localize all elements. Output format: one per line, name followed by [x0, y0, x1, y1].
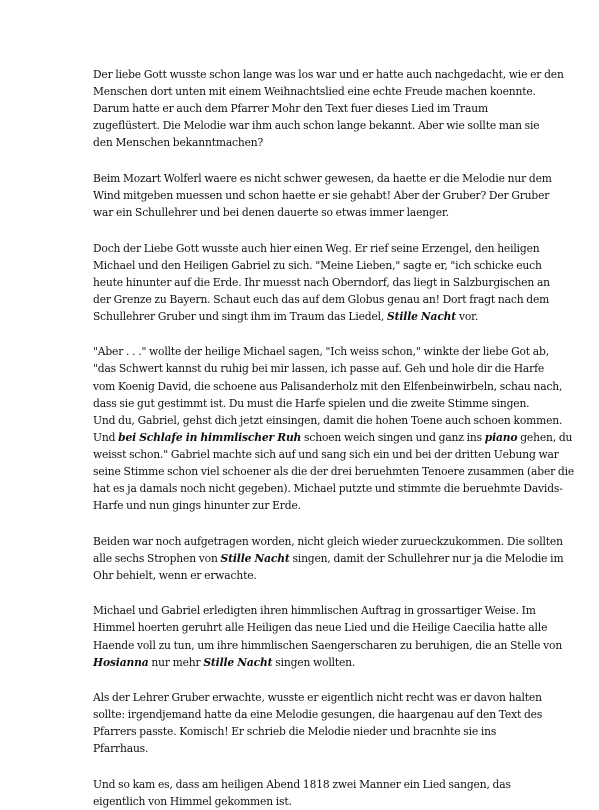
- text-line: Pfarrhaus.: [93, 742, 149, 756]
- text-line: Schullehrer Gruber und singt ihm im Traum das Liedel, Stille Nacht vor.: [93, 309, 479, 323]
- text-line: weisst schon." Gabriel machte sich auf und sang sich ein und bei der dritten Uebung war: [93, 447, 559, 461]
- text-line: Darum hatte er auch dem Pfarrer Mohr den Text fuer dieses Lied im Traum: [93, 102, 488, 116]
- text-line: Michael und den Heiligen Gabriel zu sich. "Meine Lieben," sagte er, "ich schicke euch: [93, 258, 542, 272]
- text-line: der Grenze zu Bayern. Schaut euch das auf dem Globus genau an! Dort fragt nach dem: [93, 292, 550, 306]
- text-line: Und so kam es, dass am heiligen Abend 1818 zwei Manner ein Lied sangen, das: [93, 777, 511, 791]
- text-line: Beiden war noch aufgetragen worden, nicht gleich wieder zurueckzukommen. Die sollten: [93, 534, 563, 548]
- paragraph-7: [93, 689, 543, 757]
- text-line: seine Stimme schon viel schoener als die der drei beruehmten Tenoere zusammen (aber die: [93, 465, 575, 479]
- text-line: Doch der Liebe Gott wusste auch hier einen Weg. Er rief seine Erzengel, den heiligen: [93, 241, 540, 255]
- text-line: eigentlich von Himmel gekommen ist.: [93, 795, 292, 809]
- paragraph-8: [93, 776, 511, 810]
- text-line: Harfe und nun gings hinunter zur Erde.: [93, 499, 301, 513]
- emphasized-text: Stille Nacht: [387, 309, 457, 323]
- text-line: Himmel hoerten geruhrt alle Heiligen das neue Lied und die Heilige Caecilia hatte alle: [93, 621, 548, 635]
- text-line: alle sechs Strophen von Stille Nacht singen, damit der Schullehrer nur ja die Melodie im: [93, 551, 564, 565]
- text-line: Hosianna nur mehr Stille Nacht singen wollten.: [93, 655, 356, 669]
- emphasized-text: piano: [484, 430, 518, 444]
- paragraph-3: [93, 240, 550, 325]
- text-line: Beim Mozart Wolferl waere es nicht schwer gewesen, da haette er die Melodie nur dem: [93, 171, 552, 185]
- text-line: "Aber . . ." wollte der heilige Michael sagen, "Ich weiss schon," winkte der liebe Got ab,: [93, 345, 549, 359]
- text-line: "das Schwert kannst du ruhig bei mir lassen, ich passe auf. Geh und hole dir die Harfe: [93, 362, 545, 376]
- text-line: hat es ja damals noch nicht gegeben). Michael putzte und stimmte die beruehmte Davids-: [93, 482, 563, 496]
- text-line: Und du, Gabriel, gehst dich jetzt einsingen, damit die hohen Toene auch schoen kommen.: [93, 413, 563, 427]
- paragraph-4: [93, 343, 575, 514]
- emphasized-text: Stille Nacht: [203, 655, 273, 669]
- text-line: heute hinunter auf die Erde. Ihr muesst nach Oberndorf, das liegt in Salzburgischen an: [93, 275, 550, 289]
- text-line: Menschen dort unten mit einem Weihnachtslied eine echte Freude machen koennte.: [93, 85, 536, 99]
- text-line: vom Koenig David, die schoene aus Palisanderholz mit den Elfenbeinwirbeln, schau nach,: [93, 379, 563, 393]
- paragraph-1: [93, 66, 564, 151]
- text-line: den Menschen bekanntmachen?: [93, 136, 264, 150]
- paragraph-2: [93, 170, 552, 221]
- text-line: Michael und Gabriel erledigten ihren himmlischen Auftrag in grossartiger Weise. Im: [93, 604, 536, 618]
- text-line: sollte: irgendjemand hatte da eine Melodie gesungen, die haargenau auf den Text des: [93, 708, 543, 722]
- paragraph-5: [93, 533, 564, 584]
- emphasized-text: Hosianna: [93, 655, 149, 669]
- text-line: Wind mitgeben muessen und schon haette er sie gehabt! Aber der Gruber? Der Gruber: [93, 188, 550, 202]
- text-line: Der liebe Gott wusste schon lange was los war und er hatte auch nachgedacht, wie er den: [93, 68, 564, 81]
- text-line: Pfarrers passte. Komisch! Er schrieb die Melodie nieder und bracnhte sie ins: [93, 725, 497, 739]
- text-line: Ohr behielt, wenn er erwachte.: [93, 568, 257, 582]
- paragraph-6: [93, 602, 563, 670]
- emphasized-text: Stille Nacht: [220, 551, 290, 565]
- text-line: Haende voll zu tun, um ihre himmlischen Saengerscharen zu beruhigen, die an Stelle von: [93, 638, 563, 652]
- emphasized-text: bei Schlafe in himmlischer Ruh: [118, 430, 302, 444]
- text-line: dass sie gut gestimmt ist. Du must die Harfe spielen und die zweite Stimme singen.: [93, 396, 530, 410]
- text-line: war ein Schullehrer und bei denen dauerte so etwas immer laenger.: [93, 206, 449, 220]
- text-line: zugeflüstert. Die Melodie war ihm auch schon lange bekannt. Aber wie sollte man sie: [93, 119, 540, 133]
- text-line: Und bei Schlafe in himmlischer Ruh schoen weich singen und ganz ins piano gehen, du: [93, 430, 573, 444]
- text-line: Als der Lehrer Gruber erwachte, wusste er eigentlich nicht recht was er davon halten: [93, 691, 542, 705]
